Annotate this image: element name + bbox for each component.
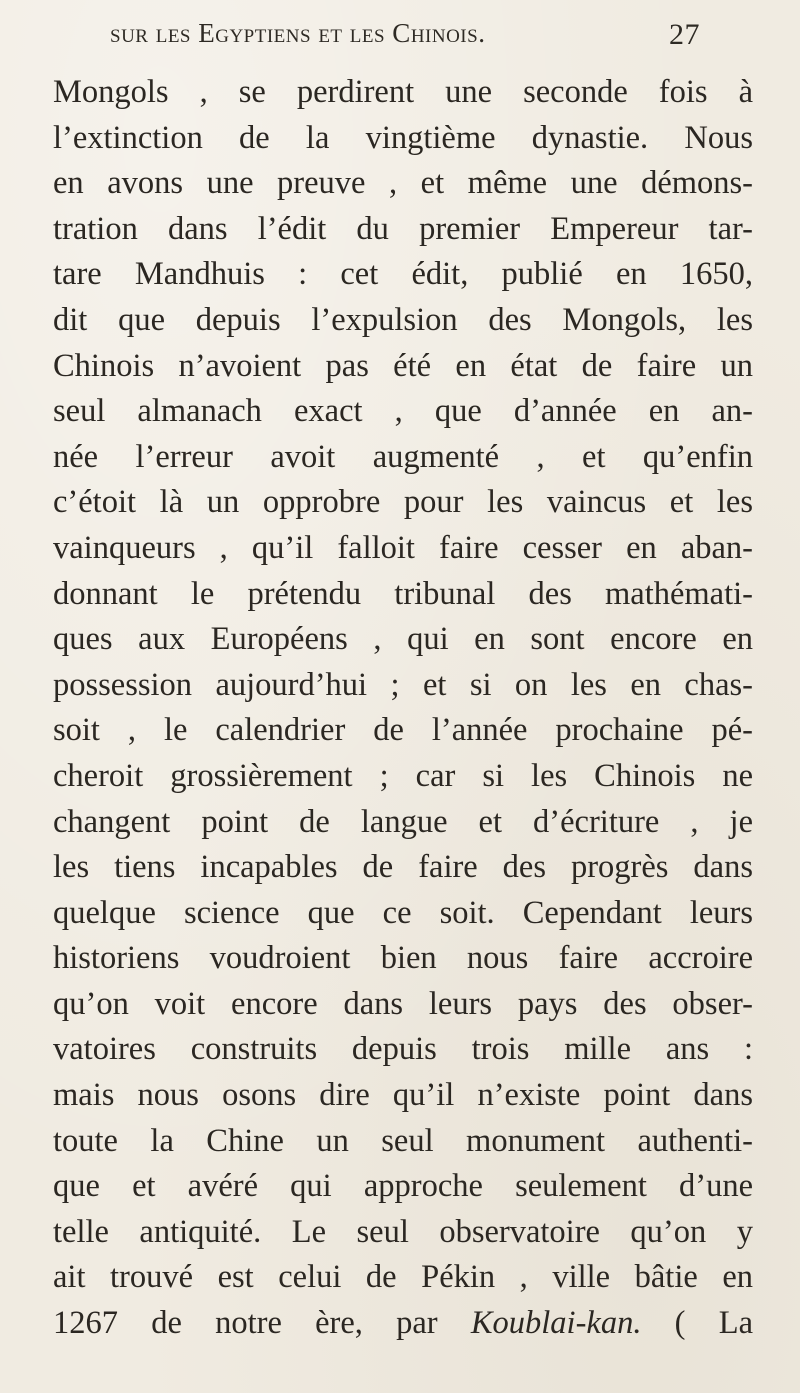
text-line: changent point de langue et d’écriture , je (53, 803, 753, 840)
text-line: toute la Chine un seul monument authenti- (53, 1122, 753, 1159)
text-line: tration dans l’édit du premier Empereur tar- (53, 210, 753, 247)
text-line: tare Mandhuis : cet édit, publié en 1650, (53, 256, 753, 293)
text-line: seul almanach exact , que d’année en an- (53, 393, 753, 430)
text-line: donnant le prétendu tribunal des mathémati- (53, 575, 753, 612)
text-line: née l’erreur avoit augmenté , et qu’enfin (53, 438, 753, 475)
text-line: soit , le calendrier de l’année prochaine pé- (53, 712, 753, 749)
text-line: Chinois n’avoient pas été en état de faire un (53, 347, 753, 384)
text-line: cheroit grossièrement ; car si les Chinois ne (53, 757, 753, 794)
text-line: mais nous osons dire qu’il n’existe point dans (53, 1077, 753, 1114)
text-line: telle antiquité. Le seul observatoire qu’on y (53, 1213, 753, 1250)
body-text (53, 70, 753, 1347)
text-line: quelque science que ce soit. Cependant leurs (53, 894, 753, 931)
running-head-title: sur les Egyptiens et les Chinois. (110, 18, 486, 48)
text-line: vainqueurs , qu’il falloit faire cesser en aban- (53, 529, 753, 566)
italic-name: Koublai-kan. (470, 1305, 642, 1342)
text-line: vatoires construits depuis trois mille ans : (53, 1031, 753, 1068)
text-line-last (53, 1301, 753, 1347)
text-run: 1267 de notre ère, par (53, 1305, 471, 1342)
text-line: Mongols , se perdirent une seconde fois à (53, 74, 753, 110)
running-head (110, 14, 700, 54)
text-line: ques aux Européens , qui en sont encore en (53, 621, 753, 658)
text-line: dit que depuis l’expulsion des Mongols, les (53, 301, 753, 338)
text-line: en avons une preuve , et même une démons- (53, 165, 753, 202)
text-line: que et avéré qui approche seulement d’une (53, 1168, 753, 1205)
text-line: qu’on voit encore dans leurs pays des obser- (53, 985, 753, 1022)
page-number: 27 (669, 18, 700, 51)
text-line: l’extinction de la vingtième dynastie. Nous (53, 119, 753, 156)
text-line: ait trouvé est celui de Pékin , ville bâtie en (53, 1259, 753, 1296)
text-line: possession aujourd’hui ; et si on les en chas- (53, 666, 753, 703)
text-line: c’étoit là un opprobre pour les vaincus et les (53, 484, 753, 521)
text-line: historiens voudroient bien nous faire accroire (53, 940, 753, 977)
text-line: les tiens incapables de faire des progrès dans (53, 849, 753, 886)
text-run: ( La (641, 1305, 753, 1342)
